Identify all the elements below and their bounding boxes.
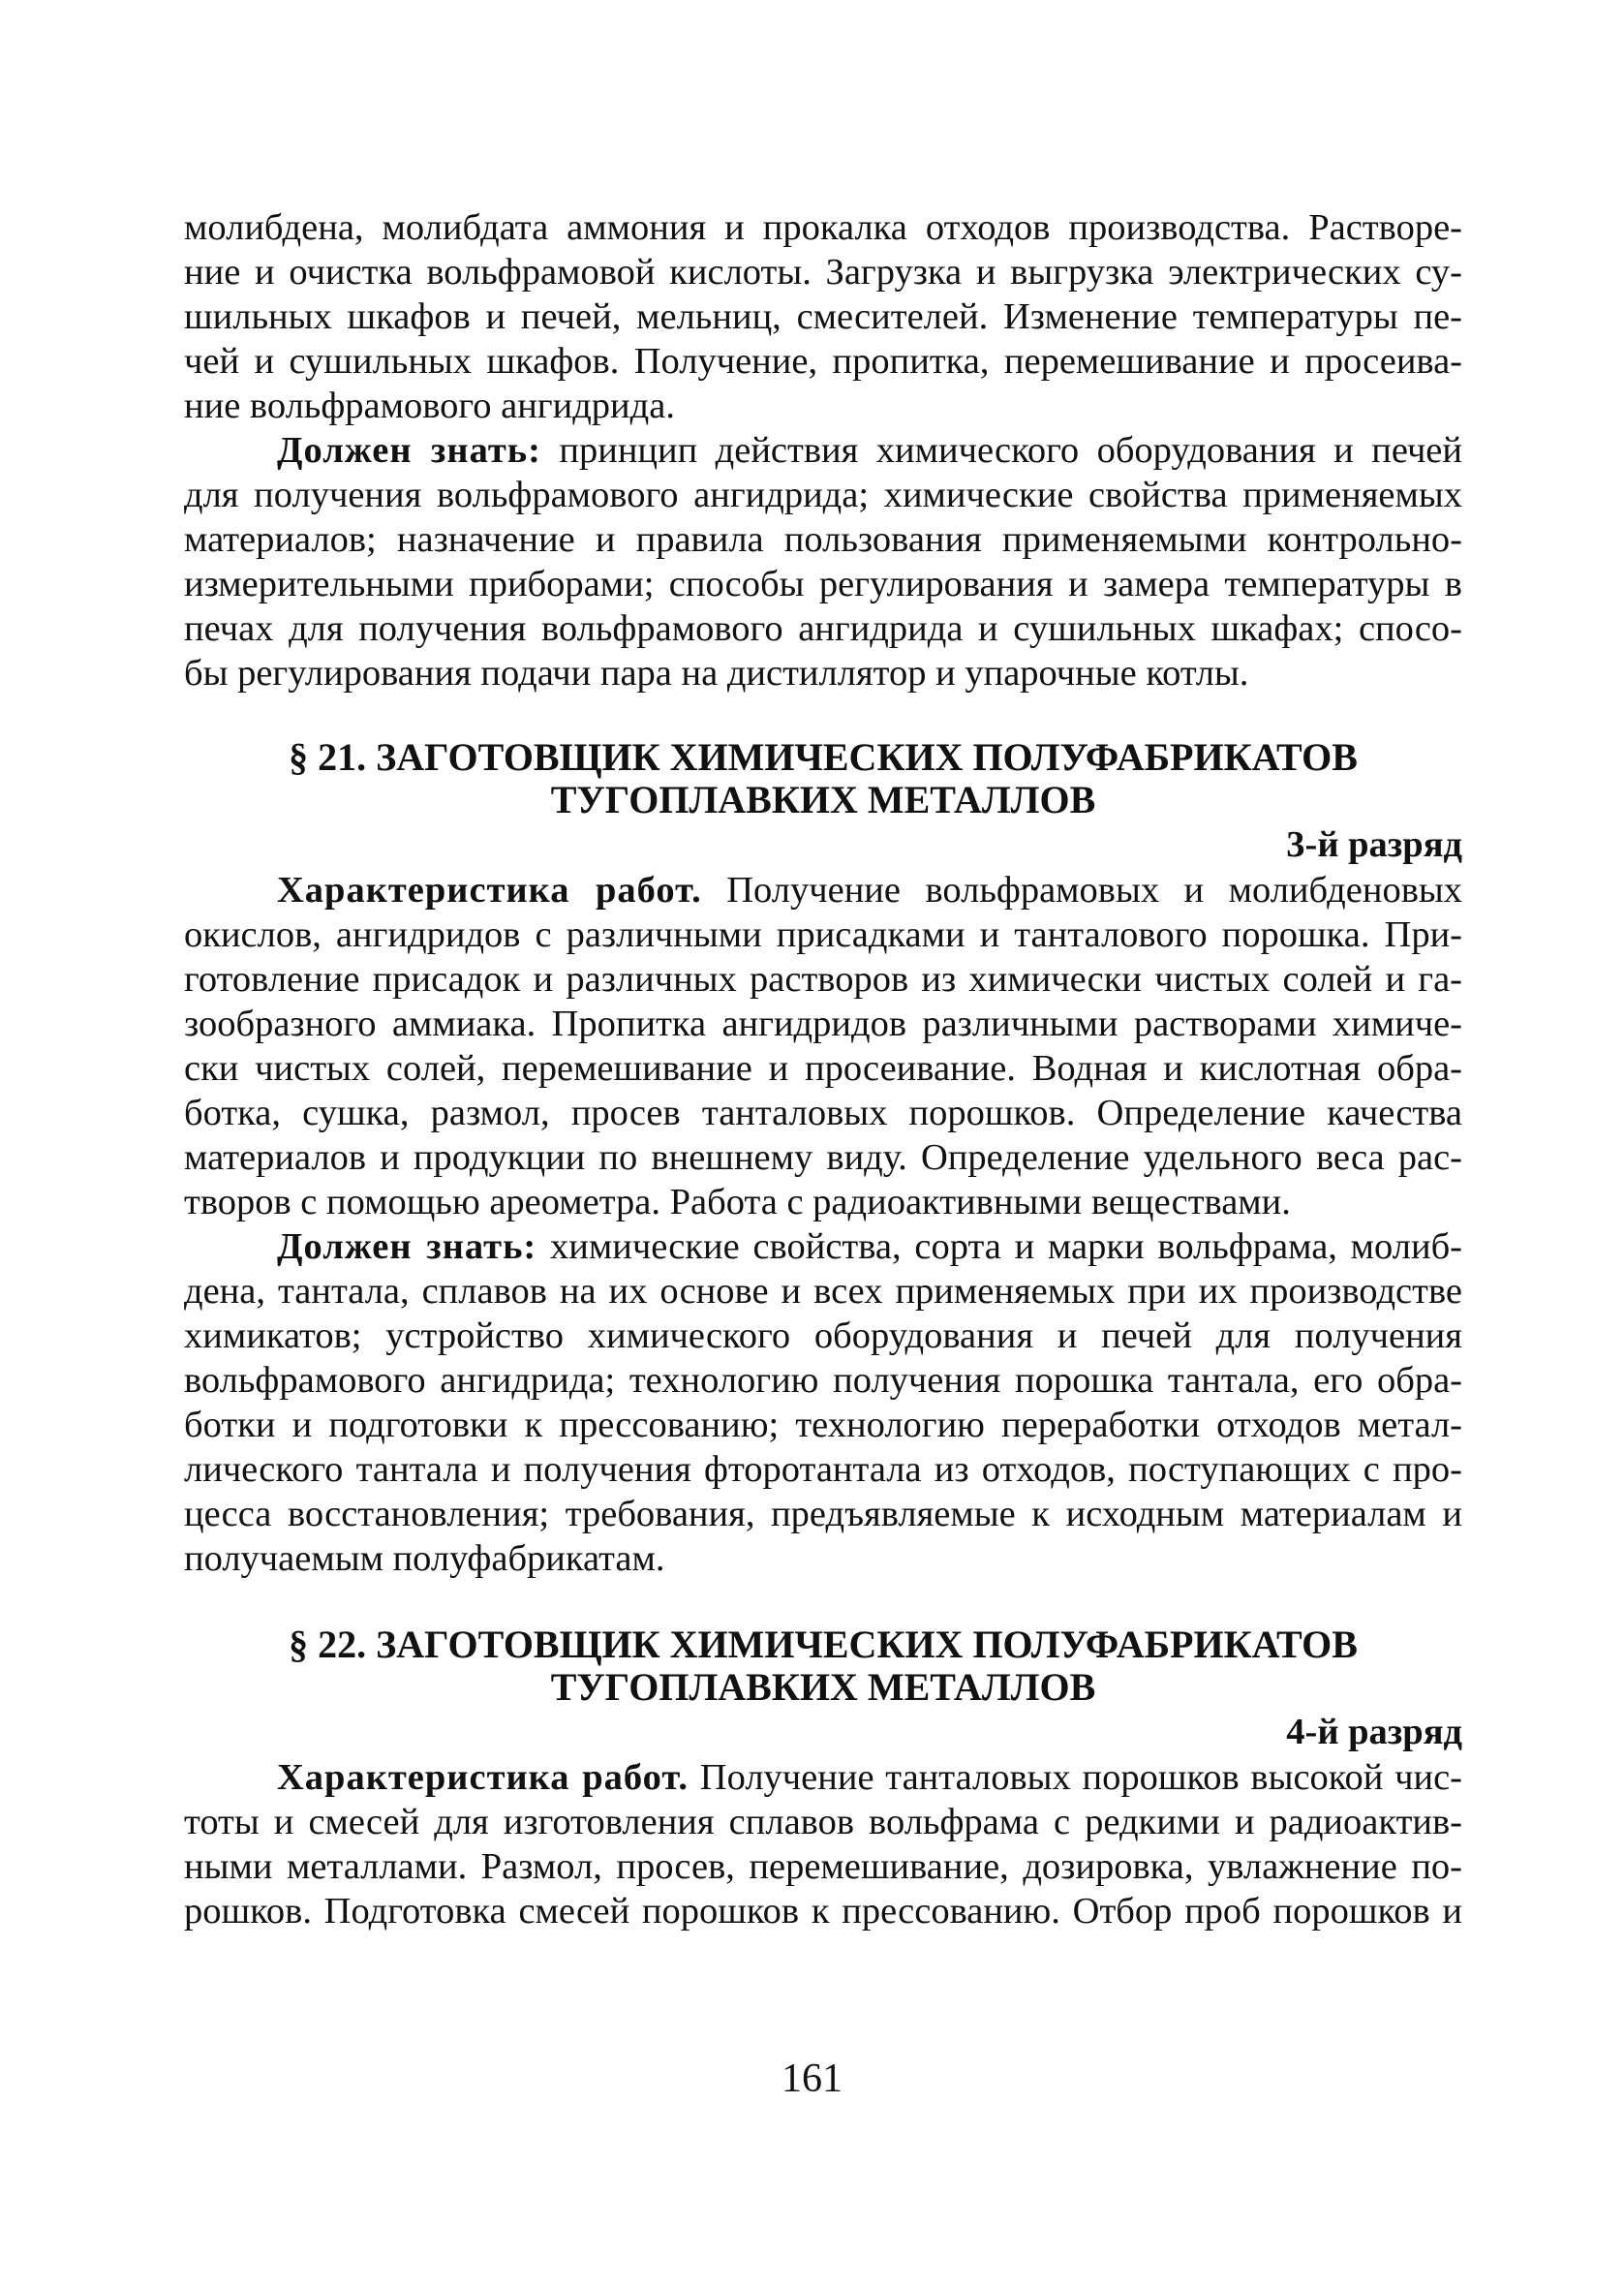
text-line: вольфрамового ангидрида; технологию получения порошка тантала, его обра- <box>184 1360 1462 1401</box>
text-line: для получения вольфрамового ангидрида; химические свойства применяемых <box>184 475 1462 515</box>
work-characteristics <box>184 1755 1462 1933</box>
text-line: химикатов; устройство химического оборудования и печей для получения <box>184 1315 1462 1356</box>
section-title: ТУГОПЛАВКИХ МЕТАЛЛОВ <box>550 1665 1096 1709</box>
page-number: 161 <box>781 2056 843 2101</box>
text-line: молибдена, молибдата аммония и прокалка отходов производства. Растворе- <box>184 207 1462 248</box>
section-21 <box>184 736 1462 1581</box>
text-line: ботки и подготовки к прессованию; технологию переработки отходов метал- <box>184 1405 1462 1445</box>
section-title: ТУГОПЛАВКИХ МЕТАЛЛОВ <box>550 778 1096 821</box>
text-line: готовление присадок и различных растворов из химически чистых солей и га- <box>184 959 1462 1000</box>
text-line: измерительными приборами; способы регулирования и замера температуры в <box>184 564 1462 604</box>
intro-paragraph <box>184 205 1462 428</box>
page-body <box>184 205 1462 1933</box>
know-text: принцип действия химического оборудования и печей <box>540 430 1462 471</box>
text-line: зообразного аммиака. Пропитка ангидридов различными растворами химиче- <box>184 1004 1462 1044</box>
text-line: цесса восстановления; требования, предъявляемые к исходным материалам и <box>184 1494 1462 1534</box>
text-line: чей и сушильных шкафов. Получение, пропитка, перемешивание и просеива- <box>184 341 1462 382</box>
text-line: ние и очистка вольфрамовой кислоты. Загрузка и выгрузка электрических су- <box>184 252 1462 293</box>
know-label: Должен знать: <box>277 1226 537 1267</box>
text-line <box>184 428 1462 473</box>
text-line: ние вольфрамового ангидрида. <box>184 386 675 426</box>
section-22 <box>184 1623 1462 1933</box>
characteristics-text: Получение вольфрамовых и молибденовых <box>701 870 1462 911</box>
text-line: дена, тантала, сплавов на их основе и всех применяемых при их производстве <box>184 1271 1462 1312</box>
work-characteristics <box>184 868 1462 1224</box>
know-text: химические свойства, сорта и марки вольфрама, молиб- <box>536 1226 1462 1267</box>
text-line: ными металлами. Размол, просев, перемешивание, дозировка, увлажнение по- <box>184 1846 1462 1887</box>
intro-know-paragraph <box>184 428 1462 696</box>
characteristics-label: Характеристика работ. <box>277 1757 689 1798</box>
text-line: получаемым полуфабрикатам. <box>184 1538 665 1579</box>
section-title: § 21. ЗАГОТОВЩИК ХИМИЧЕСКИХ ПОЛУФАБРИКАТОВ <box>289 735 1358 779</box>
know-label: Должен знать: <box>277 430 541 471</box>
section-title: § 22. ЗАГОТОВЩИК ХИМИЧЕСКИХ ПОЛУФАБРИКАТОВ <box>289 1623 1358 1666</box>
text-line: ски чистых солей, перемешивание и просеивание. Водная и кислотная обра- <box>184 1048 1462 1089</box>
text-line: лического тантала и получения фторотантала из отходов, поступающих с про- <box>184 1449 1462 1490</box>
text-line <box>184 868 1462 912</box>
characteristics-text: Получение танталовых порошков высокой чис- <box>689 1757 1462 1798</box>
grade-label: 4-й разряд <box>1286 1712 1462 1752</box>
text-line: материалов и продукции по внешнему виду. Определение удельного веса рас- <box>184 1137 1462 1178</box>
text-line: шильных шкафов и печей, мельниц, смесителей. Изменение температуры пе- <box>184 296 1462 337</box>
text-line: печах для получения вольфрамового ангидрида и сушильных шкафах; спосо- <box>184 608 1462 649</box>
text-line: ботка, сушка, размол, просев танталовых порошков. Определение качества <box>184 1093 1462 1133</box>
text-line <box>184 1755 1462 1800</box>
characteristics-label: Характеристика работ. <box>277 870 702 911</box>
text-line <box>184 1224 1462 1269</box>
text-line: рошков. Подготовка смесей порошков к прессованию. Отбор проб порошков и <box>184 1891 1462 1932</box>
text-line: материалов; назначение и правила пользования применяемыми контрольно- <box>184 519 1462 560</box>
text-line: тоты и смесей для изготовления сплавов вольфрама с редкими и радиоактив- <box>184 1802 1462 1842</box>
text-line: бы регулирования подачи пара на дистиллятор и упарочные котлы. <box>184 653 1249 694</box>
grade-label: 3-й разряд <box>1286 824 1462 865</box>
text-line: творов с помощью ареометра. Работа с радиоактивными веществами. <box>184 1182 1291 1222</box>
must-know <box>184 1224 1462 1581</box>
text-line: окислов, ангидридов с различными присадками и танталового порошка. При- <box>184 914 1462 955</box>
